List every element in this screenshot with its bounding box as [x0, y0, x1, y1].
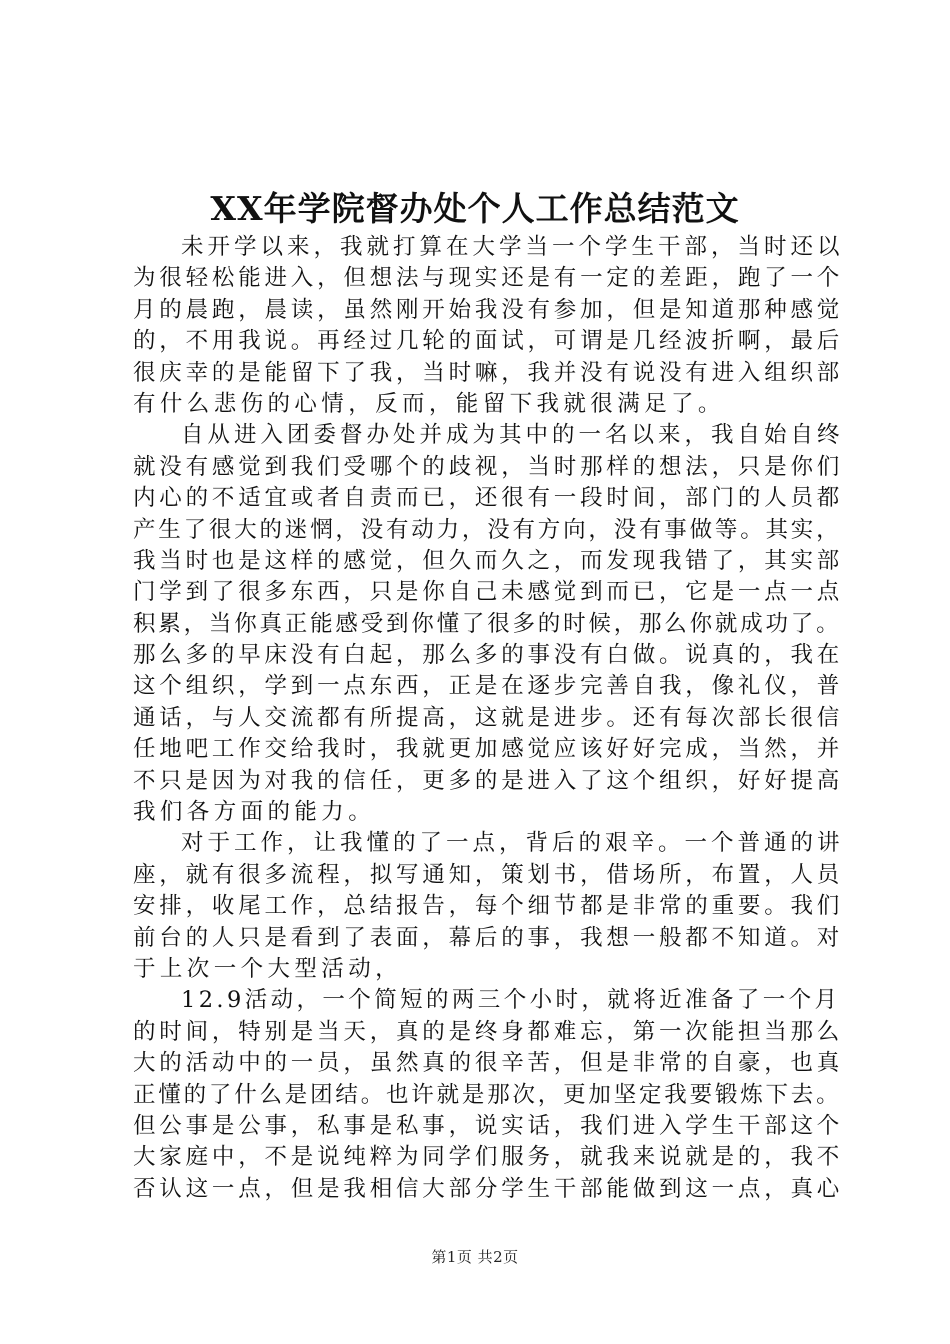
text-line: 大家庭中，不是说纯粹为同学们服务，就我来说就是的，我不	[133, 1144, 844, 1171]
text-line: 门学到了很多东西，只是你自己未感觉到而已，它是一点一点	[133, 579, 844, 606]
paragraph-3	[133, 828, 844, 985]
text-line: 座，就有很多流程，拟写通知，策划书，借场所，布置，人员	[133, 861, 844, 888]
text-line: 月的晨跑，晨读，虽然刚开始我没有参加，但是知道那种感觉	[133, 296, 844, 323]
text-line: 于上次一个大型活动，	[133, 955, 403, 982]
text-line: 积累，当你真正能感受到你懂了很多的时候，那么你就成功了。	[133, 610, 842, 637]
text-line: 但公事是公事，私事是私事，说实话，我们进入学生干部这个	[133, 1112, 844, 1139]
text-line: 这个组织，学到一点东西，正是在逐步完善自我，像礼仪，普	[133, 673, 844, 700]
text-line: 任地吧工作交给我时，我就更加感觉应该好好完成，当然，并	[133, 736, 844, 763]
text-line: 产生了很大的迷惘，没有动力，没有方向，没有事做等。其实，	[133, 516, 842, 543]
text-line: 的时间，特别是当天，真的是终身都难忘，第一次能担当那么	[133, 1018, 844, 1045]
document-body	[133, 232, 844, 1205]
text-line: 对于工作，让我懂的了一点，背后的艰辛。一个普通的讲	[181, 830, 844, 857]
text-line: 很庆幸的是能留下了我，当时嘛，我并没有说没有进入组织部	[133, 359, 844, 386]
text-line: 正懂的了什么是团结。也许就是那次，更加坚定我要锻炼下去。	[133, 1081, 842, 1108]
text-line: 12.9活动，一个简短的两三个小时，就将近准备了一个月	[181, 987, 841, 1014]
paragraph-4	[133, 985, 844, 1205]
text-line: 为很轻松能进入，但想法与现实还是有一定的差距，跑了一个	[133, 265, 844, 292]
text-line: 前台的人只是看到了表面，幕后的事，我想一般都不知道。对	[133, 924, 844, 951]
text-line: 不只是因为对我的信任，更多的是进入了这个组织，好好提高	[133, 767, 844, 794]
text-line: 我们各方面的能力。	[133, 799, 376, 826]
text-line: 自从进入团委督办处并成为其中的一名以来，我自始自终	[181, 422, 844, 449]
page-number-footer: 第1页 共2页	[431, 1248, 519, 1266]
text-line: 我当时也是这样的感觉，但久而久之，而发现我错了，其实部	[133, 547, 844, 574]
paragraph-2	[133, 420, 844, 828]
text-line: 未开学以来，我就打算在大学当一个学生干部，当时还以	[181, 234, 844, 260]
text-line: 有什么悲伤的心情，反而，能留下我就很满足了。	[133, 390, 725, 417]
text-line: 的，不用我说。再经过几轮的面试，可谓是几经波折啊，最后	[133, 328, 844, 355]
paragraph-1	[133, 232, 844, 420]
text-line: 那么多的早床没有白起，那么多的事没有白做。说真的，我在	[133, 642, 844, 669]
document-title: XX年学院督办处个人工作总结范文	[210, 189, 740, 228]
text-line: 否认这一点，但是我相信大部分学生干部能做到这一点，真心	[133, 1175, 844, 1202]
text-line: 大的活动中的一员，虽然真的很辛苦，但是非常的自豪，也真	[133, 1050, 844, 1077]
text-line: 内心的不适宜或者自责而已，还很有一段时间，部门的人员都	[133, 485, 844, 512]
text-line: 通话，与人交流都有所提高，这就是进步。还有每次部长很信	[133, 704, 844, 731]
text-line: 就没有感觉到我们受哪个的歧视，当时那样的想法，只是你们	[133, 453, 844, 480]
text-line: 安排，收尾工作，总结报告，每个细节都是非常的重要。我们	[133, 893, 844, 920]
